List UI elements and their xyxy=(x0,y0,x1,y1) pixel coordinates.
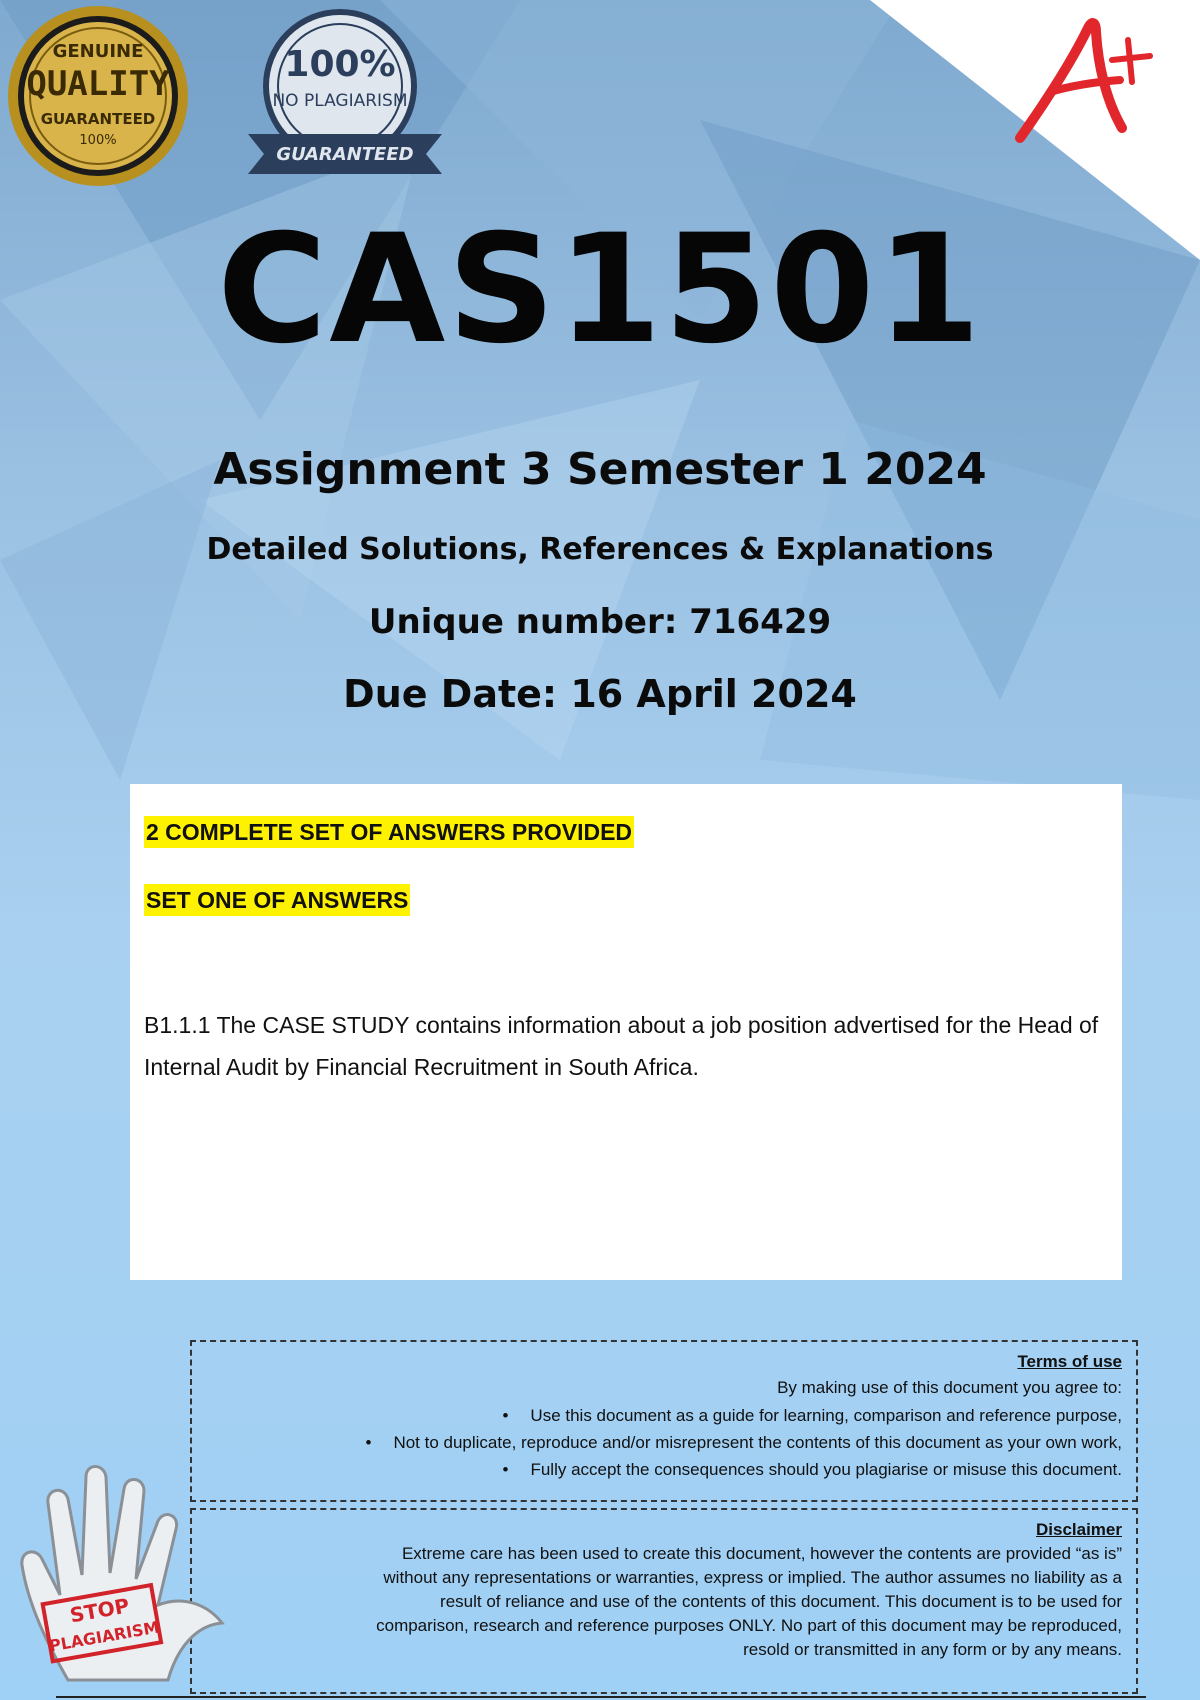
list-item: • Not to duplicate, reproduce and/or misrepresent the contents of this document as your own work, xyxy=(365,1433,1122,1452)
svg-text:100%: 100% xyxy=(284,44,396,85)
a-plus-grade-mark xyxy=(1010,10,1160,150)
due-date: Due Date: 16 April 2024 xyxy=(343,672,857,716)
question-paragraph: B1.1.1 The CASE STUDY contains information about a job position advertised for the Head of Internal Audit by Financial Recruitment in South Africa. xyxy=(144,1012,1099,1080)
bottom-divider xyxy=(56,1696,1146,1698)
svg-text:QUALITY: QUALITY xyxy=(26,64,170,104)
genuine-quality-seal-icon xyxy=(4,2,192,190)
terms-of-use-box xyxy=(190,1340,1138,1502)
svg-text:GUARANTEED: GUARANTEED xyxy=(40,110,156,128)
unique-number: Unique number: 716429 xyxy=(368,602,832,642)
disclaimer-title: Disclaimer xyxy=(1036,1520,1122,1539)
no-plagiarism-seal-icon xyxy=(240,6,450,186)
svg-text:NO PLAGIARISM: NO PLAGIARISM xyxy=(272,91,408,111)
assignment-title: Assignment 3 Semester 1 2024 xyxy=(213,444,987,495)
terms-title: Terms of use xyxy=(1017,1352,1122,1371)
svg-text:100%: 100% xyxy=(79,133,117,148)
set-one-heading: SET ONE OF ANSWERS xyxy=(144,884,410,916)
answers-provided-heading: 2 COMPLETE SET OF ANSWERS PROVIDED xyxy=(144,816,634,848)
svg-text:GENUINE: GENUINE xyxy=(52,41,144,62)
document-subtitle: Detailed Solutions, References & Explanations xyxy=(206,532,994,567)
disclaimer-box xyxy=(190,1508,1138,1694)
svg-text:GUARANTEED: GUARANTEED xyxy=(276,144,414,165)
terms-list xyxy=(206,1402,1122,1483)
disclaimer-text: Extreme care has been used to create this document, however the contents are provided “as is” without any representations or warranties, express or implied. The author assumes no liability as a result of reliance and use of the contents of this document. This document is to be used for comparison, research and reference purposes ONLY. No part of this document may be reproduced, resold or transmitted in any form or by any means. xyxy=(376,1544,1122,1659)
list-item: • Use this document as a guide for learning, comparison and reference purpose, xyxy=(502,1406,1122,1425)
terms-intro: By making use of this document you agree to: xyxy=(777,1378,1122,1397)
stop-plagiarism-hand-icon xyxy=(8,1455,238,1685)
course-code: CAS1501 xyxy=(217,203,983,377)
svg-text:STOP: STOP xyxy=(68,1593,132,1628)
list-item: • Fully accept the consequences should you plagiarise or misuse this document. xyxy=(502,1460,1122,1479)
svg-text:PLAGIARISM: PLAGIARISM xyxy=(47,1617,161,1656)
answer-content-box xyxy=(130,784,1122,1280)
